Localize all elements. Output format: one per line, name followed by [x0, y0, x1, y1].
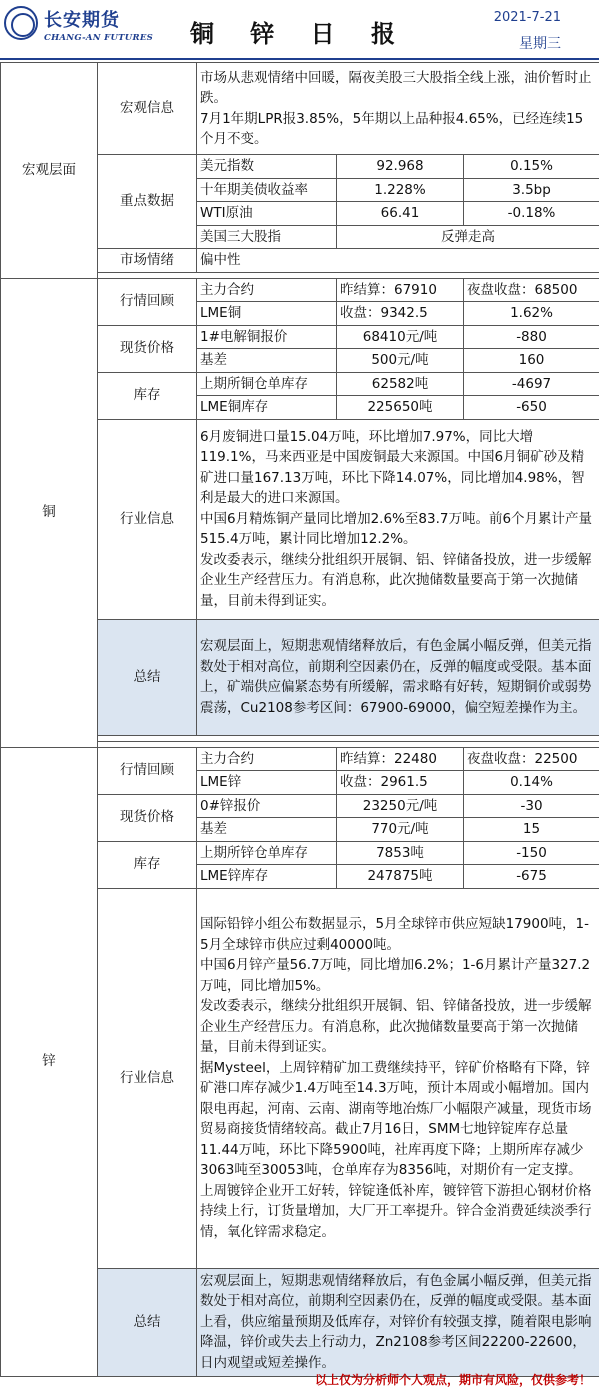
zinc-shfe-stock-change: -150: [464, 841, 599, 865]
copper-stock-label: 库存: [98, 372, 197, 419]
copper-summary-label: 总结: [98, 619, 197, 735]
zinc-lme-stock-change: -675: [464, 865, 599, 889]
copper-lme-stock-change: -650: [464, 396, 599, 420]
copper-spot-price: 68410元/吨: [337, 325, 464, 349]
key-data-value: 66.41: [337, 202, 464, 226]
key-data-change: 3.5bp: [464, 178, 599, 202]
copper-shfe-stock-name: 上期所铜仓单库存: [197, 372, 337, 396]
zinc-lme-close: 收盘：2961.5: [337, 771, 464, 795]
report-weekday: 星期三: [519, 36, 561, 52]
zinc-spot-label: 现货价格: [98, 794, 197, 841]
copper-basis-name: 基差: [197, 349, 337, 373]
zinc-basis-name: 基差: [197, 818, 337, 842]
zinc-lme-stock-name: LME锌库存: [197, 865, 337, 889]
copper-shfe-stock: 62582吨: [337, 372, 464, 396]
sentiment-value: 偏中性: [197, 249, 599, 273]
zinc-main-contract: 主力合约: [197, 747, 337, 771]
copper-lme-name: LME铜: [197, 302, 337, 326]
key-data-change: 0.15%: [464, 155, 599, 179]
report-header: [0, 0, 599, 60]
copper-basis-change: 160: [464, 349, 599, 373]
key-data-value: 92.968: [337, 155, 464, 179]
zinc-summary-label: 总结: [98, 1268, 197, 1376]
key-data-name: 美国三大股指: [197, 225, 337, 249]
macro-info-row: [1, 63, 599, 155]
zinc-spot-name: 0#锌报价: [197, 794, 337, 818]
copper-review-label: 行情回顾: [98, 278, 197, 325]
key-data-name: WTI原油: [197, 202, 337, 226]
risk-disclaimer: 以上仅为分析师个人观点，期市有风险，仅供参考！: [314, 1373, 591, 1387]
zinc-review-label: 行情回顾: [98, 747, 197, 794]
logo-chinese-name: 长安期货: [44, 10, 120, 31]
zinc-industry-text: 国际铅锌小组公布数据显示，5月全球锌市供应短缺17900吨，1-5月全球锌市供应过剩40000吨。 中国6月锌产量56.7万吨，同比增加6.2%；1-6月累计产量327.2万吨，同比增加5%。 发改委表示，继续分批组织开展铜、铝、锌储备投放，进一步缓解企业生产经营压力。有消息称，此次抛储数量要高于第一次抛储量，目前未得到证实。 据Mysteel，上周锌精矿加工费继续持平，锌矿价格略有下降，锌矿港口库存减少1.4万吨至14.3万吨，预计本周或小幅增加。国内限电再起，河南、云南、湖南等地冶炼厂小幅限产减量，现货市场贸易商接货情绪较高。截止7月16日，SMM七地锌锭库存总量11.44万吨，环比下降5900吨，社库再度下降；上期所库存减少3063吨至30053吨，仓单库存为8356吨，对期价有一定支撑。 上周镀锌企业开工好转，锌锭逢低补库，镀锌管下游担心钢材价格持续上行，订货量增加，大厂开工率提升。锌合金消费延续淡季行情，氧化锌需求稳定。: [197, 888, 599, 1268]
zinc-industry-label: 行业信息: [98, 888, 197, 1268]
zinc-lme-change: 0.14%: [464, 771, 599, 795]
zinc-shfe-stock: 7853吨: [337, 841, 464, 865]
macro-section-label: 宏观层面: [1, 63, 98, 279]
logo-english-name: CHANG-AN FUTURES: [44, 33, 154, 43]
report-title: 铜 锌 日 报: [189, 20, 410, 48]
zinc-night-close: 夜盘收盘：22500: [464, 747, 599, 771]
key-data-name: 十年期美债收益率: [197, 178, 337, 202]
zinc-review-row: [1, 747, 599, 771]
key-data-change: -0.18%: [464, 202, 599, 226]
copper-spot-label: 现货价格: [98, 325, 197, 372]
zinc-summary-text: 宏观层面上，短期悲观情绪释放后，有色金属小幅反弹，但美元指数处于相对高位，前期利空因素仍在，反弹的幅度或受限。基本面上看，供应缩量预期及低库存，对锌价有较强支撑，随着限电影响降温，锌价或失去上行动力，Zn2108参考区间22200-22600，日内观望或短差操作。: [197, 1268, 599, 1376]
zinc-section-label: 锌: [1, 747, 98, 1376]
zinc-stock-label: 库存: [98, 841, 197, 888]
zinc-spot-price: 23250元/吨: [337, 794, 464, 818]
macro-info-text: 市场从悲观情绪中回暖，隔夜美股三大股指全线上涨，油价暂时止跌。 7月1年期LPR报3.85%，5年期以上品种报4.65%，已经连续15个月不变。: [197, 63, 599, 155]
copper-spot-name: 1#电解铜报价: [197, 325, 337, 349]
key-data-label: 重点数据: [98, 155, 197, 249]
zinc-basis-value: 770元/吨: [337, 818, 464, 842]
zinc-lme-name: LME锌: [197, 771, 337, 795]
copper-section-label: 铜: [1, 278, 98, 747]
copper-review-row: [1, 278, 599, 302]
report-table: [0, 62, 599, 1377]
copper-lme-stock: 225650吨: [337, 396, 464, 420]
copper-main-contract: 主力合约: [197, 278, 337, 302]
copper-spot-change: -880: [464, 325, 599, 349]
copper-prev-settle: 昨结算：67910: [337, 278, 464, 302]
sentiment-label: 市场情绪: [98, 249, 197, 273]
report-date: 2021-7-21: [493, 10, 561, 25]
macro-info-label: 宏观信息: [98, 63, 197, 155]
copper-lme-close: 收盘：9342.5: [337, 302, 464, 326]
zinc-lme-stock: 247875吨: [337, 865, 464, 889]
copper-summary-text: 宏观层面上，短期悲观情绪释放后，有色金属小幅反弹，但美元指数处于相对高位，前期利空因素仍在，反弹的幅度或受限。基本面上，矿端供应偏紧态势有所缓解，需求略有好转，短期铜价或弱势震荡，Cu2108参考区间：67900-69000，偏空短差操作为主。: [197, 619, 599, 735]
copper-industry-label: 行业信息: [98, 419, 197, 619]
key-data-value: 反弹走高: [337, 225, 599, 249]
copper-basis-value: 500元/吨: [337, 349, 464, 373]
key-data-name: 美元指数: [197, 155, 337, 179]
copper-night-close: 夜盘收盘：68500: [464, 278, 599, 302]
copper-industry-text: 6月废铜进口量15.04万吨，环比增加7.97%，同比大增119.1%，马来西亚是中国废铜最大来源国。中国6月铜矿砂及精矿进口量167.13万吨，环比下降14.07%，同比增加4.98%，智利是最大的进口来源国。 中国6月精炼铜产量同比增加2.6%至83.7万吨。前6个月累计产量515.4万吨，累计同比增加12.2%。 发改委表示，继续分批组织开展铜、铝、锌储备投放，进一步缓解企业生产经营压力。有消息称，此次抛储数量要高于第一次抛储量，目前未得到证实。: [197, 419, 599, 619]
zinc-basis-change: 15: [464, 818, 599, 842]
zinc-prev-settle: 昨结算：22480: [337, 747, 464, 771]
copper-lme-change: 1.62%: [464, 302, 599, 326]
key-data-value: 1.228%: [337, 178, 464, 202]
copper-shfe-stock-change: -4697: [464, 372, 599, 396]
zinc-shfe-stock-name: 上期所锌仓单库存: [197, 841, 337, 865]
zinc-spot-change: -30: [464, 794, 599, 818]
copper-lme-stock-name: LME铜库存: [197, 396, 337, 420]
